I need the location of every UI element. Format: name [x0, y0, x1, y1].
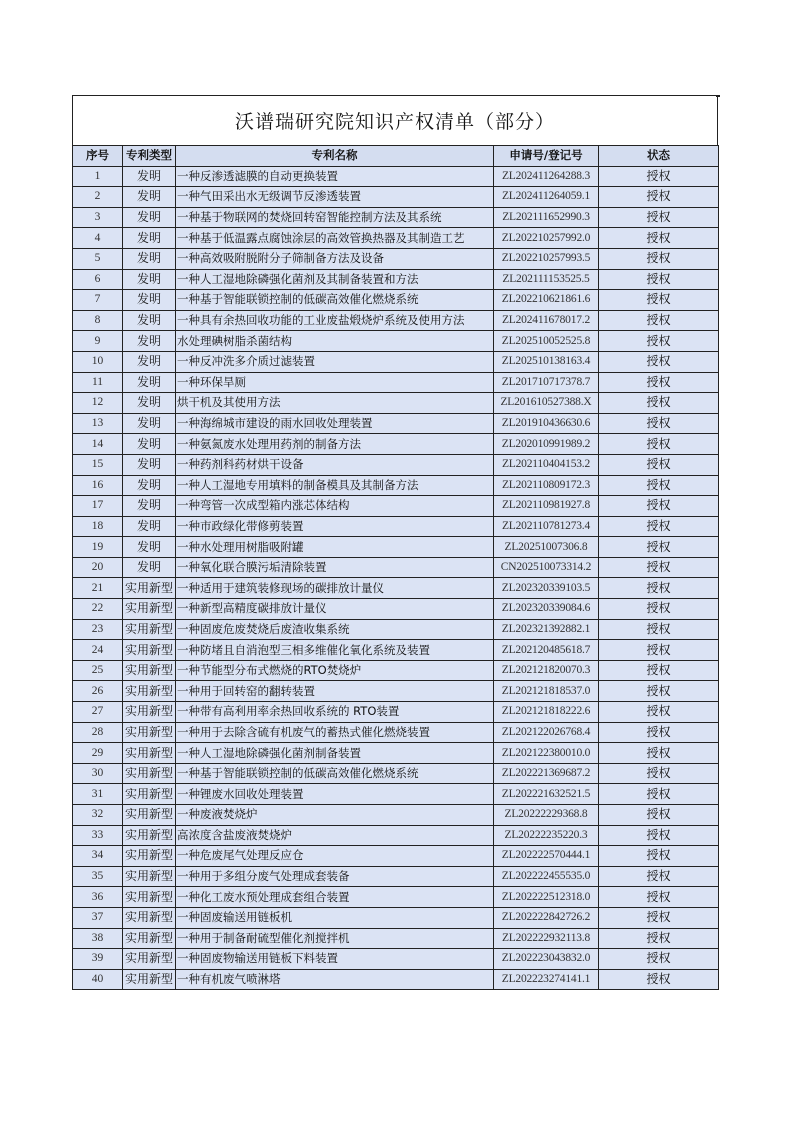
patent-name: 一种新型高精度碳排放计量仪 — [176, 599, 494, 620]
table-row — [73, 640, 719, 661]
application-number: ZL202121820070.3 — [494, 660, 599, 681]
table-row — [73, 290, 719, 311]
row-number: 35 — [73, 866, 123, 887]
application-number: ZL201910436630.6 — [494, 413, 599, 434]
application-number: ZL202510052525.8 — [494, 331, 599, 352]
patent-type: 发明 — [123, 207, 176, 228]
row-number: 8 — [73, 310, 123, 331]
row-number: 5 — [73, 248, 123, 269]
patent-name: 一种高效吸附脱附分子筛制备方法及设备 — [176, 248, 494, 269]
row-number: 22 — [73, 599, 123, 620]
patent-name: 一种用于去除含硫有机废气的蓄热式催化燃烧装置 — [176, 722, 494, 743]
table-header-row — [73, 146, 719, 167]
patent-name: 一种反渗透滤膜的自动更换装置 — [176, 166, 494, 187]
application-number: ZL202221369687.2 — [494, 763, 599, 784]
application-number: ZL202320339084.6 — [494, 599, 599, 620]
corner-mark — [716, 95, 720, 97]
patent-status: 授权 — [599, 454, 719, 475]
patent-type: 实用新型 — [123, 743, 176, 764]
patent-status: 授权 — [599, 393, 719, 414]
application-number: ZL202221632521.5 — [494, 784, 599, 805]
application-number: ZL202411264059.1 — [494, 187, 599, 208]
table-row — [73, 454, 719, 475]
table-row — [73, 269, 719, 290]
patent-name: 一种药剂科药材烘干设备 — [176, 454, 494, 475]
patent-name: 一种基于智能联锁控制的低碳高效催化燃烧系统 — [176, 290, 494, 311]
patent-name: 一种具有余热回收功能的工业废盐煅烧炉系统及使用方法 — [176, 310, 494, 331]
patent-status: 授权 — [599, 557, 719, 578]
patent-type: 实用新型 — [123, 949, 176, 970]
application-number: ZL202321392882.1 — [494, 619, 599, 640]
patent-name: 一种基于智能联锁控制的低碳高效催化燃烧系统 — [176, 763, 494, 784]
row-number: 9 — [73, 331, 123, 352]
row-number: 6 — [73, 269, 123, 290]
title-row — [72, 95, 718, 145]
row-number: 34 — [73, 846, 123, 867]
table-row — [73, 805, 719, 826]
table-row — [73, 413, 719, 434]
patent-type: 实用新型 — [123, 660, 176, 681]
patent-status: 授权 — [599, 619, 719, 640]
patent-status: 授权 — [599, 248, 719, 269]
patent-status: 授权 — [599, 681, 719, 702]
patent-name: 一种基于物联网的焚烧回转窑智能控制方法及其系统 — [176, 207, 494, 228]
table-row — [73, 743, 719, 764]
patent-status: 授权 — [599, 825, 719, 846]
row-number: 32 — [73, 805, 123, 826]
application-number: ZL202111652990.3 — [494, 207, 599, 228]
patent-type: 实用新型 — [123, 619, 176, 640]
application-number: ZL202110809172.3 — [494, 475, 599, 496]
patent-type: 发明 — [123, 454, 176, 475]
table-row — [73, 599, 719, 620]
patent-type: 实用新型 — [123, 907, 176, 928]
table-row — [73, 907, 719, 928]
table-row — [73, 331, 719, 352]
table-row — [73, 763, 719, 784]
row-number: 10 — [73, 351, 123, 372]
application-number: ZL20251007306.8 — [494, 537, 599, 558]
patent-type: 实用新型 — [123, 722, 176, 743]
table-row — [73, 969, 719, 990]
application-number: ZL202110981927.8 — [494, 496, 599, 517]
patent-type: 实用新型 — [123, 805, 176, 826]
patent-name: 一种节能型分布式燃烧的RTO焚烧炉 — [176, 660, 494, 681]
row-number: 31 — [73, 784, 123, 805]
patent-status: 授权 — [599, 928, 719, 949]
patent-type: 实用新型 — [123, 887, 176, 908]
patent-status: 授权 — [599, 866, 719, 887]
application-number: ZL202121818222.6 — [494, 702, 599, 723]
row-number: 1 — [73, 166, 123, 187]
application-number: ZL202411264288.3 — [494, 166, 599, 187]
patent-status: 授权 — [599, 907, 719, 928]
patent-name: 一种用于多组分废气处理成套装备 — [176, 866, 494, 887]
patent-status: 授权 — [599, 516, 719, 537]
table-row — [73, 949, 719, 970]
patent-table — [72, 145, 719, 990]
row-number: 19 — [73, 537, 123, 558]
patent-name: 一种锂废水回收处理装置 — [176, 784, 494, 805]
patent-status: 授权 — [599, 228, 719, 249]
row-number: 29 — [73, 743, 123, 764]
patent-name: 一种人工湿地除磷强化菌剂制备装置 — [176, 743, 494, 764]
patent-type: 发明 — [123, 372, 176, 393]
row-number: 11 — [73, 372, 123, 393]
patent-status: 授权 — [599, 537, 719, 558]
table-row — [73, 372, 719, 393]
table-row — [73, 310, 719, 331]
row-number: 4 — [73, 228, 123, 249]
patent-status: 授权 — [599, 434, 719, 455]
application-number: ZL202110404153.2 — [494, 454, 599, 475]
application-number: ZL20222235220.3 — [494, 825, 599, 846]
patent-type: 发明 — [123, 248, 176, 269]
patent-status: 授权 — [599, 290, 719, 311]
patent-status: 授权 — [599, 599, 719, 620]
row-number: 33 — [73, 825, 123, 846]
patent-name: 一种用于回转窑的翻转装置 — [176, 681, 494, 702]
application-number: ZL202320339103.5 — [494, 578, 599, 599]
patent-type: 发明 — [123, 166, 176, 187]
table-row — [73, 578, 719, 599]
patent-type: 发明 — [123, 228, 176, 249]
row-number: 23 — [73, 619, 123, 640]
patent-name: 一种市政绿化带修剪装置 — [176, 516, 494, 537]
application-number: ZL202122026768.4 — [494, 722, 599, 743]
application-number: ZL202122380010.0 — [494, 743, 599, 764]
patent-name: 一种危废尾气处理反应仓 — [176, 846, 494, 867]
table-row — [73, 702, 719, 723]
patent-type: 实用新型 — [123, 825, 176, 846]
application-number: ZL202120485618.7 — [494, 640, 599, 661]
patent-type: 发明 — [123, 537, 176, 558]
table-row — [73, 557, 719, 578]
patent-name: 一种反冲洗多介质过滤装置 — [176, 351, 494, 372]
ip-list-sheet — [72, 95, 718, 990]
patent-name: 一种人工湿地除磷强化菌剂及其制备装置和方法 — [176, 269, 494, 290]
row-number: 36 — [73, 887, 123, 908]
patent-name: 烘干机及其使用方法 — [176, 393, 494, 414]
table-row — [73, 846, 719, 867]
patent-status: 授权 — [599, 640, 719, 661]
patent-status: 授权 — [599, 269, 719, 290]
row-number: 15 — [73, 454, 123, 475]
application-number: ZL202222455535.0 — [494, 866, 599, 887]
patent-name: 一种有机废气喷淋塔 — [176, 969, 494, 990]
header-type: 专利类型 — [123, 146, 176, 167]
row-number: 30 — [73, 763, 123, 784]
patent-name: 一种环保旱厕 — [176, 372, 494, 393]
patent-name: 一种用于制备耐硫型催化剂搅拌机 — [176, 928, 494, 949]
application-number: ZL202010991989.2 — [494, 434, 599, 455]
table-row — [73, 434, 719, 455]
application-number: ZL202222512318.0 — [494, 887, 599, 908]
patent-status: 授权 — [599, 949, 719, 970]
table-row — [73, 784, 719, 805]
patent-name: 一种弯管一次成型箱内涨芯体结构 — [176, 496, 494, 517]
table-row — [73, 825, 719, 846]
patent-status: 授权 — [599, 743, 719, 764]
patent-status: 授权 — [599, 805, 719, 826]
patent-type: 实用新型 — [123, 784, 176, 805]
row-number: 14 — [73, 434, 123, 455]
row-number: 17 — [73, 496, 123, 517]
application-number: ZL202223043832.0 — [494, 949, 599, 970]
patent-name: 一种适用于建筑装修现场的碳排放计量仪 — [176, 578, 494, 599]
table-row — [73, 660, 719, 681]
row-number: 18 — [73, 516, 123, 537]
patent-status: 授权 — [599, 351, 719, 372]
row-number: 28 — [73, 722, 123, 743]
patent-type: 实用新型 — [123, 578, 176, 599]
patent-name: 一种基于低温露点腐蚀涂层的高效管换热器及其制造工艺 — [176, 228, 494, 249]
patent-type: 发明 — [123, 557, 176, 578]
table-row — [73, 351, 719, 372]
patent-status: 授权 — [599, 207, 719, 228]
table-row — [73, 887, 719, 908]
application-number: ZL201610527388.X — [494, 393, 599, 414]
row-number: 40 — [73, 969, 123, 990]
patent-status: 授权 — [599, 372, 719, 393]
table-row — [73, 866, 719, 887]
patent-status: 授权 — [599, 166, 719, 187]
patent-type: 实用新型 — [123, 599, 176, 620]
application-number: ZL202223274141.1 — [494, 969, 599, 990]
patent-type: 发明 — [123, 413, 176, 434]
patent-name: 一种带有高利用率余热回收系统的 RTO装置 — [176, 702, 494, 723]
patent-status: 授权 — [599, 475, 719, 496]
patent-status: 授权 — [599, 969, 719, 990]
patent-type: 发明 — [123, 290, 176, 311]
patent-status: 授权 — [599, 331, 719, 352]
row-number: 7 — [73, 290, 123, 311]
application-number: ZL202222932113.8 — [494, 928, 599, 949]
application-number: ZL202210257992.0 — [494, 228, 599, 249]
patent-status: 授权 — [599, 413, 719, 434]
table-row — [73, 722, 719, 743]
header-app-no: 申请号/登记号 — [494, 146, 599, 167]
row-number: 38 — [73, 928, 123, 949]
application-number: ZL201710717378.7 — [494, 372, 599, 393]
patent-name: 一种化工废水预处理成套组合装置 — [176, 887, 494, 908]
row-number: 13 — [73, 413, 123, 434]
application-number: ZL202210621861.6 — [494, 290, 599, 311]
row-number: 2 — [73, 187, 123, 208]
application-number: ZL202222570444.1 — [494, 846, 599, 867]
patent-type: 发明 — [123, 496, 176, 517]
patent-name: 一种氧化联合膜污垢清除装置 — [176, 557, 494, 578]
patent-status: 授权 — [599, 660, 719, 681]
patent-type: 实用新型 — [123, 702, 176, 723]
patent-name: 一种人工湿地专用填料的制备模具及其制备方法 — [176, 475, 494, 496]
row-number: 21 — [73, 578, 123, 599]
row-number: 39 — [73, 949, 123, 970]
patent-status: 授权 — [599, 702, 719, 723]
patent-name: 水处理碘树脂杀菌结构 — [176, 331, 494, 352]
table-body — [73, 166, 719, 990]
patent-name: 一种固废危废焚烧后废渣收集系统 — [176, 619, 494, 640]
row-number: 12 — [73, 393, 123, 414]
patent-status: 授权 — [599, 578, 719, 599]
table-row — [73, 475, 719, 496]
row-number: 26 — [73, 681, 123, 702]
table-row — [73, 187, 719, 208]
patent-status: 授权 — [599, 496, 719, 517]
row-number: 16 — [73, 475, 123, 496]
row-number: 37 — [73, 907, 123, 928]
patent-status: 授权 — [599, 310, 719, 331]
patent-name: 一种气田采出水无级调节反渗透装置 — [176, 187, 494, 208]
patent-type: 实用新型 — [123, 681, 176, 702]
application-number: ZL202210257993.5 — [494, 248, 599, 269]
patent-status: 授权 — [599, 784, 719, 805]
patent-type: 发明 — [123, 434, 176, 455]
table-row — [73, 166, 719, 187]
application-number: ZL202411678017.2 — [494, 310, 599, 331]
patent-name: 一种防堵且自消泡型三相多维催化氧化系统及装置 — [176, 640, 494, 661]
patent-name: 一种固废物输送用链板下料装置 — [176, 949, 494, 970]
document-title: 沃谱瑞研究院知识产权清单（部分） — [234, 111, 555, 133]
patent-type: 实用新型 — [123, 928, 176, 949]
application-number: ZL202222842726.2 — [494, 907, 599, 928]
patent-name: 一种废液焚烧炉 — [176, 805, 494, 826]
table-row — [73, 928, 719, 949]
patent-type: 发明 — [123, 351, 176, 372]
patent-type: 发明 — [123, 475, 176, 496]
header-name: 专利名称 — [176, 146, 494, 167]
application-number: ZL20222229368.8 — [494, 805, 599, 826]
patent-type: 发明 — [123, 310, 176, 331]
patent-type: 实用新型 — [123, 846, 176, 867]
row-number: 25 — [73, 660, 123, 681]
header-no: 序号 — [73, 146, 123, 167]
patent-type: 实用新型 — [123, 763, 176, 784]
patent-name: 一种固废输送用链板机 — [176, 907, 494, 928]
patent-status: 授权 — [599, 763, 719, 784]
table-row — [73, 619, 719, 640]
patent-type: 实用新型 — [123, 866, 176, 887]
application-number: ZL202510138163.4 — [494, 351, 599, 372]
patent-status: 授权 — [599, 887, 719, 908]
patent-type: 实用新型 — [123, 969, 176, 990]
row-number: 24 — [73, 640, 123, 661]
row-number: 20 — [73, 557, 123, 578]
row-number: 3 — [73, 207, 123, 228]
table-row — [73, 537, 719, 558]
patent-type: 发明 — [123, 269, 176, 290]
table-row — [73, 516, 719, 537]
table-row — [73, 496, 719, 517]
patent-status: 授权 — [599, 722, 719, 743]
application-number: ZL202111153525.5 — [494, 269, 599, 290]
patent-name: 一种水处理用树脂吸附罐 — [176, 537, 494, 558]
table-row — [73, 228, 719, 249]
patent-type: 发明 — [123, 516, 176, 537]
row-number: 27 — [73, 702, 123, 723]
patent-name: 一种海绵城市建设的雨水回收处理装置 — [176, 413, 494, 434]
patent-status: 授权 — [599, 846, 719, 867]
patent-type: 发明 — [123, 331, 176, 352]
table-row — [73, 248, 719, 269]
header-status: 状态 — [599, 146, 719, 167]
patent-type: 发明 — [123, 187, 176, 208]
table-row — [73, 393, 719, 414]
patent-type: 发明 — [123, 393, 176, 414]
patent-type: 实用新型 — [123, 640, 176, 661]
patent-name: 高浓度含盐废液焚烧炉 — [176, 825, 494, 846]
application-number: ZL202121818537.0 — [494, 681, 599, 702]
patent-status: 授权 — [599, 187, 719, 208]
table-row — [73, 681, 719, 702]
application-number: ZL202110781273.4 — [494, 516, 599, 537]
application-number: CN202510073314.2 — [494, 557, 599, 578]
patent-name: 一种氨氮废水处理用药剂的制备方法 — [176, 434, 494, 455]
table-row — [73, 207, 719, 228]
